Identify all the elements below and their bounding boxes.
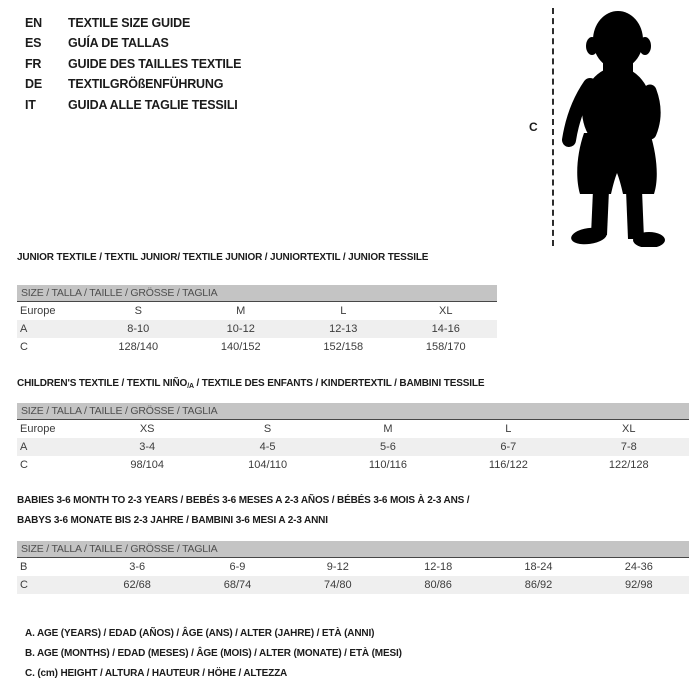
size-cell: 12-13	[292, 320, 395, 338]
size-cell: 80/86	[388, 576, 488, 594]
size-cell: XS	[87, 420, 207, 438]
junior-size-table	[17, 301, 497, 356]
footnote-line-b: B. AGE (MONTHS) / EDAD (MESES) / ÂGE (MOIS) / ALTER (MONATE) / ETÀ (MESI)	[25, 648, 402, 659]
language-title: GUIDA ALLE TAGLIE TESSILI	[68, 97, 238, 112]
babies-title-line2: BABYS 3-6 MONATE BIS 2-3 JAHRE / BAMBINI 3-6 MESI A 2-3 ANNI	[17, 515, 328, 526]
size-cell: 10-12	[190, 320, 293, 338]
language-code: ES	[25, 36, 42, 51]
section-title-children	[17, 374, 484, 397]
size-cell: 5-6	[328, 438, 448, 456]
size-cell: 110/116	[368, 458, 408, 471]
size-cell: 62/68	[87, 576, 187, 594]
size-cell: XL	[395, 302, 498, 320]
section-title-babies	[17, 491, 469, 531]
size-cell: 74/80	[288, 576, 388, 594]
size-cell: 116/122	[488, 458, 528, 471]
size-cell: 98/104	[130, 458, 165, 471]
size-cell: 152/158	[323, 340, 364, 353]
size-cell: 6-7	[448, 438, 568, 456]
size-cell: 104/110	[248, 458, 288, 471]
language-row	[25, 74, 241, 94]
table-row	[17, 320, 497, 338]
row-label: C	[20, 340, 28, 353]
babies-title-line1: BABIES 3-6 MONTH TO 2-3 YEARS / BEBÉS 3-6 MESES A 2-3 AÑOS / BÉBÉS 3-6 MOIS À 2-3 ANS /	[17, 495, 470, 506]
table-row	[17, 438, 689, 456]
language-code: IT	[25, 97, 36, 112]
size-cell: 8-10	[87, 320, 190, 338]
size-cell: 68/74	[187, 576, 287, 594]
size-cell: 9-12	[288, 558, 388, 576]
row-label: A	[17, 320, 87, 338]
size-cell: 6-9	[187, 558, 287, 576]
size-header-bar: SIZE / TALLA / TAILLE / GRÖSSE / TAGLIA	[17, 285, 497, 301]
children-title-pre: CHILDREN'S TEXTILE / TEXTIL NIÑO	[17, 378, 188, 389]
row-label: Europe	[17, 302, 87, 320]
size-cell: 86/92	[488, 576, 588, 594]
language-code: DE	[25, 77, 42, 92]
language-row	[25, 13, 241, 33]
language-title: TEXTILE SIZE GUIDE	[68, 16, 191, 30]
language-title: GUÍA DE TALLAS	[68, 36, 169, 51]
children-title-post: / TEXTILE DES ENFANTS / KINDERTEXTIL / BAMBINI TESSILE	[193, 378, 485, 389]
table-row	[17, 338, 497, 356]
footnote-line-a: A. AGE (YEARS) / EDAD (AÑOS) / ÂGE (ANS) / ALTER (JAHRE) / ETÀ (ANNI)	[25, 628, 375, 639]
row-label: C	[17, 576, 87, 594]
size-cell: S	[87, 302, 190, 320]
size-cell: 3-6	[87, 558, 187, 576]
footnote-line-c: C. (cm) HEIGHT / ALTURA / HAUTEUR / HÖHE / ALTEZZA	[25, 668, 288, 679]
size-cell: 24-36	[589, 558, 689, 576]
size-cell: L	[448, 420, 568, 438]
size-cell: S	[207, 420, 327, 438]
measure-label-c: C	[529, 120, 538, 134]
children-title-sub: /A	[187, 383, 194, 390]
row-label: Europe	[17, 420, 87, 438]
size-header-bar: SIZE / TALLA / TAILLE / GRÖSSE / TAGLIA	[17, 403, 689, 419]
size-cell: 128/140	[118, 340, 159, 353]
toddler-silhouette-image	[556, 7, 696, 247]
language-row	[25, 33, 241, 53]
language-list	[25, 13, 241, 115]
table-row	[17, 576, 689, 594]
table-row	[17, 558, 689, 576]
size-cell: 14-16	[395, 320, 498, 338]
table-row	[17, 456, 689, 474]
language-row	[25, 54, 241, 74]
size-cell: 12-18	[388, 558, 488, 576]
size-cell: 122/128	[608, 458, 649, 471]
size-cell: 140/152	[220, 340, 261, 353]
size-cell: 3-4	[87, 438, 207, 456]
size-cell: 92/98	[589, 576, 689, 594]
footnotes	[25, 624, 402, 684]
size-header-bar: SIZE / TALLA / TAILLE / GRÖSSE / TAGLIA	[17, 541, 689, 557]
table-row	[17, 302, 497, 320]
language-title: GUIDE DES TAILLES TEXTILE	[68, 56, 242, 71]
size-cell: L	[292, 302, 395, 320]
section-title-junior: JUNIOR TEXTILE / TEXTIL JUNIOR/ TEXTILE JUNIOR / JUNIORTEXTIL / JUNIOR TESSILE	[17, 252, 429, 263]
language-row	[25, 95, 241, 115]
size-cell: 4-5	[207, 438, 327, 456]
size-cell: 7-8	[569, 438, 689, 456]
row-label: C	[20, 458, 28, 471]
language-code: EN	[25, 16, 42, 30]
language-title: TEXTILGRÖßENFÜHRUNG	[68, 77, 224, 92]
children-size-table	[17, 419, 689, 474]
size-cell: 158/170	[425, 340, 466, 353]
size-cell: M	[328, 420, 448, 438]
row-label: B	[17, 558, 87, 576]
row-label: A	[17, 438, 87, 456]
height-measure-dashed-line	[552, 8, 554, 246]
size-cell: XL	[569, 420, 689, 438]
size-cell: 18-24	[488, 558, 588, 576]
size-cell: M	[190, 302, 293, 320]
language-code: FR	[25, 56, 42, 71]
babies-size-table	[17, 557, 689, 594]
table-row	[17, 420, 689, 438]
